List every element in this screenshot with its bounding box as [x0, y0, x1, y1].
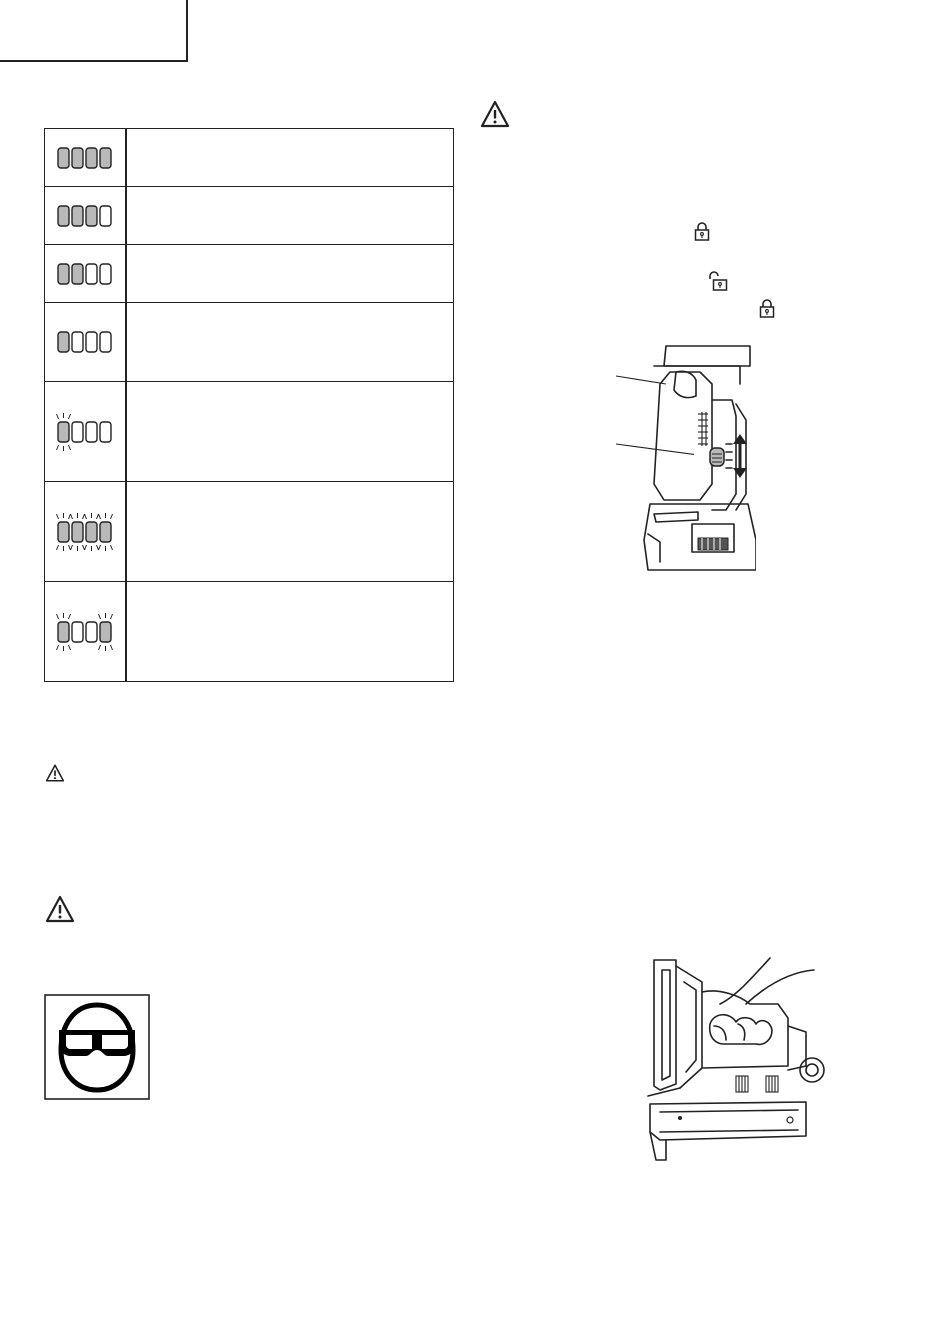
- indicator-row: [45, 482, 453, 582]
- battery-lamp: [100, 422, 111, 442]
- page-tab-box: [0, 0, 188, 62]
- blink-ray: [83, 545, 85, 550]
- battery-lamp: [100, 264, 111, 284]
- blink-ray: [83, 514, 85, 519]
- blink-ray: [99, 545, 101, 550]
- indicator-description: [127, 129, 453, 186]
- indicator-icon-cell: [45, 245, 127, 302]
- indicator-row: [45, 382, 453, 482]
- battery-lamp: [86, 264, 97, 284]
- blink-ray: [57, 514, 59, 519]
- blink-ray: [69, 645, 71, 650]
- battery-lamp: [86, 148, 97, 168]
- indicator-description: [127, 245, 453, 302]
- battery-lamp: [58, 264, 69, 284]
- indicator-description: [127, 382, 453, 481]
- battery-lamp: [100, 522, 111, 542]
- blink-ray: [97, 545, 99, 550]
- battery-lamp: [72, 332, 83, 352]
- blink-ray: [71, 545, 73, 550]
- blink-ray: [57, 645, 59, 650]
- blink-ray: [69, 514, 71, 519]
- battery-lamp: [72, 148, 83, 168]
- battery-lamps-icon: [46, 249, 124, 299]
- blink-ray: [97, 514, 99, 519]
- indicator-icon-cell: [45, 303, 127, 381]
- battery-lamp: [72, 264, 83, 284]
- indicator-row: [45, 129, 453, 187]
- battery-lamp: [100, 332, 111, 352]
- battery-lamp: [72, 522, 83, 542]
- blink-ray: [111, 614, 113, 619]
- indicator-icon-cell: [45, 482, 127, 581]
- callout-lines: [614, 370, 694, 470]
- battery-lamp: [72, 422, 83, 442]
- blink-ray: [111, 545, 113, 550]
- battery-lamp: [58, 206, 69, 226]
- indicator-description: [127, 482, 453, 581]
- blink-ray: [99, 614, 101, 619]
- blink-ray: [71, 514, 73, 519]
- battery-lamp: [58, 148, 69, 168]
- indicator-description: [127, 187, 453, 244]
- battery-lamp: [100, 148, 111, 168]
- blink-ray: [57, 445, 59, 450]
- blink-ray: [69, 414, 71, 419]
- indicator-icon-cell: [45, 382, 127, 481]
- indicator-row: [45, 245, 453, 303]
- blink-ray: [85, 514, 87, 519]
- battery-lamp: [72, 206, 83, 226]
- battery-lamp: [100, 622, 111, 642]
- indicator-row: [45, 582, 453, 681]
- warning-triangle-icon: [45, 764, 65, 782]
- battery-lamps-icon: [46, 507, 124, 557]
- indicator-description: [127, 303, 453, 381]
- indicator-icon-cell: [45, 582, 127, 681]
- blink-ray: [99, 514, 101, 519]
- blink-ray: [57, 614, 59, 619]
- blink-ray: [69, 445, 71, 450]
- blink-ray: [85, 545, 87, 550]
- warning-triangle-icon: [45, 895, 75, 923]
- battery-lamp: [100, 206, 111, 226]
- blink-ray: [69, 614, 71, 619]
- battery-lamps-icon: [46, 317, 124, 367]
- blink-ray: [99, 645, 101, 650]
- battery-lamp: [58, 522, 69, 542]
- blink-ray: [111, 514, 113, 519]
- battery-lamp: [86, 622, 97, 642]
- battery-lamp: [86, 206, 97, 226]
- battery-lamps-icon: [46, 607, 124, 657]
- indicator-icon-cell: [45, 129, 127, 186]
- battery-lamp: [58, 422, 69, 442]
- battery-lamp: [72, 622, 83, 642]
- battery-lamps-icon: [46, 407, 124, 457]
- safety-goggles-icon: [44, 994, 150, 1100]
- indicator-row: [45, 187, 453, 245]
- blink-ray: [111, 645, 113, 650]
- nailer-loading-hand-illustration: [640, 956, 836, 1164]
- battery-lamp: [86, 422, 97, 442]
- blink-ray: [57, 414, 59, 419]
- battery-lamp: [58, 622, 69, 642]
- indicator-row: [45, 303, 453, 382]
- battery-indicator-table: [44, 128, 454, 682]
- battery-lamp: [86, 522, 97, 542]
- battery-lamp: [58, 332, 69, 352]
- battery-lamps-icon: [46, 191, 124, 241]
- battery-lamps-icon: [46, 133, 124, 183]
- battery-lamp: [86, 332, 97, 352]
- padlock-locked-icon: [694, 221, 710, 241]
- blink-ray: [57, 545, 59, 550]
- indicator-icon-cell: [45, 187, 127, 244]
- indicator-description: [127, 582, 453, 681]
- padlock-locked-icon: [759, 298, 775, 318]
- blink-ray: [69, 545, 71, 550]
- padlock-unlocked-icon: [708, 271, 728, 291]
- warning-triangle-icon: [480, 100, 510, 128]
